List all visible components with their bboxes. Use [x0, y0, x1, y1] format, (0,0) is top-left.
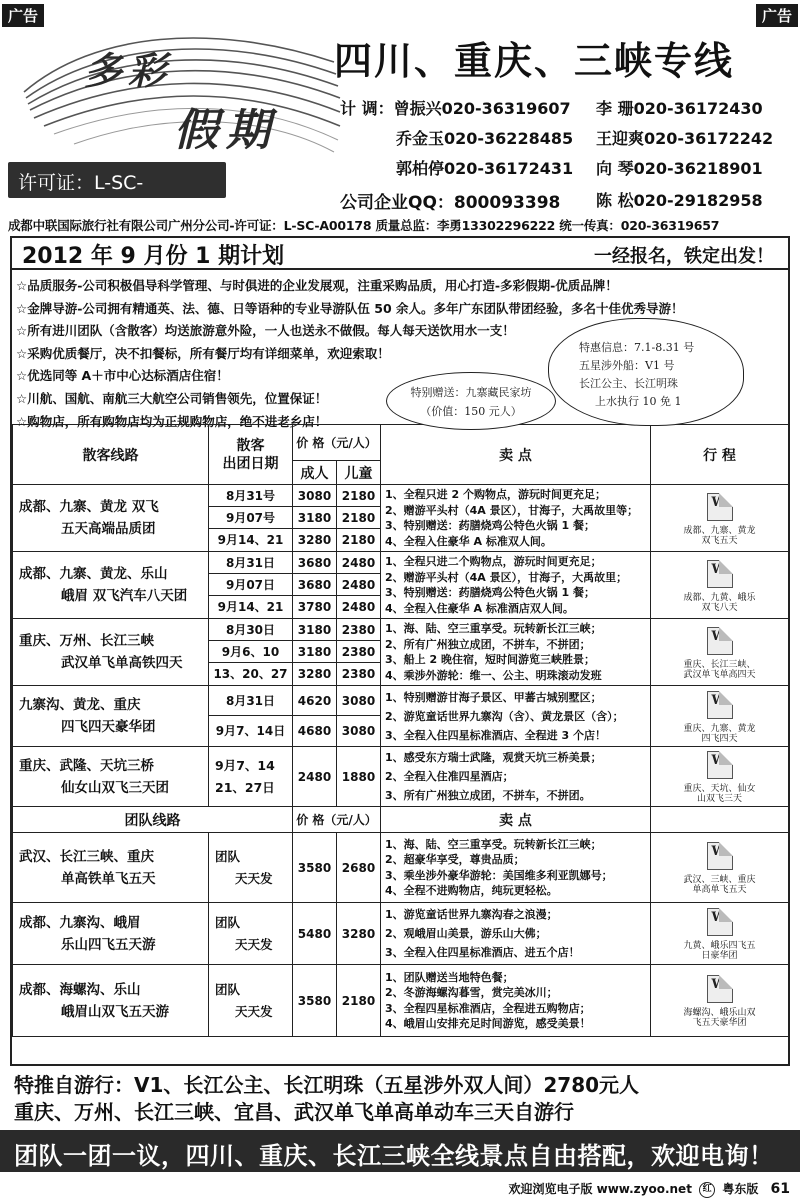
promo-callout: [548, 318, 744, 426]
adult-price: 5480: [293, 903, 337, 965]
table-row: [13, 686, 789, 747]
itinerary-link[interactable]: W 海螺沟、峨乐山双 飞五天豪华团: [651, 965, 789, 1037]
adult-price: 3580: [293, 965, 337, 1037]
selling-points: 1、特别赠游甘海子景区、甲蕃古城别墅区； 2、游览童话世界九寨沟（含）、黄龙景区（含）； 3、全程入住四星标准酒店、全程进 3 个店！: [381, 686, 651, 747]
feature-item: ☆优选同等 A＋市中心达标酒店住宿！: [16, 368, 229, 384]
ad-tag-right: 广告: [756, 4, 798, 27]
word-document-icon: [707, 627, 733, 655]
promo-line: 上水执行 10 免 1: [595, 395, 682, 408]
col-header-dates: 散客 出团日期: [209, 425, 293, 485]
bottom-banner: 团队一团一议，四川、重庆、长江三峡全线景点自由搭配，欢迎电询！: [0, 1130, 800, 1172]
adult-prices: 4620 4680: [293, 686, 337, 747]
self-tour-line-1: 特推自游行：V1、长江公主、长江明珠（五星涉外双人间）2780元人: [14, 1073, 640, 1097]
logo-text-top: 多彩: [84, 48, 173, 93]
gift-callout: [386, 372, 556, 430]
feature-item: ☆所有进川团队（含散客）均送旅游意外险，一人也送永不做假。每人每天送饮用水一支！: [16, 323, 515, 339]
footer-edition: 粤东版: [722, 1182, 759, 1196]
contact-4: 王迎爽020-36172242: [596, 129, 774, 148]
table-row: [13, 965, 789, 1037]
word-document-icon: [707, 908, 733, 936]
newspaper-logo-icon: 红: [699, 1182, 715, 1198]
selling-points: 1、海、陆、空三重享受。玩转新长江三峡； 2、所有广州独立成团，不拼车，不拼团； 3、船上 2 晚住宿，短时间游览三峡胜景； 4、乘涉外游轮：维一、公主、明珠滚动发班: [381, 619, 651, 686]
table-header-row: [13, 425, 789, 461]
promo-line: 长江公主、长江明珠: [579, 377, 678, 390]
promo-line: 特惠信息：7.1-8.31 号: [579, 341, 695, 354]
itinerary-link[interactable]: W 重庆、天坑、仙女 山双飞三天: [651, 747, 789, 807]
page-number: 61: [770, 1181, 790, 1197]
route-name: 重庆、武隆、天坑三桥 仙女山双飞三天团: [13, 747, 209, 807]
self-tour-line-2: 重庆、万州、长江三峡、宜昌、武汉单飞单高单动车三天自游行: [14, 1100, 574, 1124]
feature-item: ☆品质服务-公司积极倡导科学管理、与时俱进的企业发展观，注重采购品质，用心打造-多彩假期-优质品牌！: [16, 278, 618, 293]
route-dates: 8月31日 9月07日 9月14、21: [209, 552, 293, 619]
page-title: 四川、重庆、三峡专线: [334, 39, 735, 83]
adult-price: 3580: [293, 833, 337, 903]
contact-1: 计 调：曾振兴020-36319607: [340, 99, 571, 118]
team-header-row: [13, 807, 789, 833]
word-document-icon: [707, 842, 733, 870]
company-qq: 公司企业QQ：800093398: [340, 193, 561, 213]
feature-item: ☆购物店，所有购物店均为正规购物店，绝不进老乡店！: [16, 413, 328, 429]
contact-6: 向 琴020-36218901: [596, 159, 763, 178]
ad-tag-left: 广告: [2, 4, 44, 27]
feature-item: ☆采购优质餐厅，决不扣餐标，所有餐厅均有详细菜单，欢迎索取！: [16, 345, 390, 361]
child-price: 2180: [337, 965, 381, 1037]
child-price: 3280: [337, 903, 381, 965]
plan-header: [10, 236, 790, 270]
feature-item: ☆金牌导游-公司拥有精通英、法、德、日等语种的专业导游队伍 50 余人。多年广东团队带团经验，多名十佳优秀导游！: [16, 300, 684, 316]
table-row: [13, 833, 789, 903]
route-name: 九寨沟、黄龙、重庆 四飞四天豪华团: [13, 686, 209, 747]
license-number: 许可证：L-SC-A00178: [8, 162, 226, 198]
gift-line: 特别赠送：九寨藏民家坊: [410, 386, 532, 399]
brand-logo: [14, 22, 344, 172]
table-row: [13, 552, 789, 619]
col-header-price: 价 格（元/人）: [293, 425, 381, 461]
col-header-route: 散客线路: [13, 425, 209, 485]
selling-points: 1、游览童话世界九寨沟春之浪漫； 2、观峨眉山美景，游乐山大佛； 3、全程入住四星标准酒店、进五个店！: [381, 903, 651, 965]
feature-item: ☆川航、国航、南航三大航空公司销售领先，位置保证！: [16, 390, 328, 406]
plan-title: 2012 年 9 月份 1 期计划: [22, 244, 285, 269]
itinerary-link[interactable]: W 九黄、峨乐四飞五 日豪华团: [651, 903, 789, 965]
child-price: 2680: [337, 833, 381, 903]
selling-points: 1、海、陆、空三重享受。玩转新长江三峡； 2、超豪华享受，尊贵品质； 3、乘坐涉外豪华游轮：美国维多利亚凯娜号； 4、全程不进购物店，纯玩更轻松。: [381, 833, 651, 903]
route-name: 武汉、长江三峡、重庆 单高铁单飞五天: [13, 833, 209, 903]
promo-line: 五星涉外船：V1 号: [579, 359, 675, 372]
adult-prices: 3680 3680 3780: [293, 552, 337, 619]
contact-5: 郭柏停020-36172431: [396, 159, 574, 178]
company-info-line: 成都中联国际旅行社有限公司广州分公司-许可证：L-SC-A00178 质量总监：李勇13302296222 统一传真：020-36319657: [8, 218, 720, 233]
word-document-icon: [707, 560, 733, 588]
route-name: 成都、九寨、黄龙、乐山 峨眉 双飞汽车八天团: [13, 552, 209, 619]
routes-table: [12, 424, 789, 1037]
contact-3: 乔金玉020-36228485: [396, 129, 574, 148]
table-row: [13, 619, 789, 686]
route-dates: 团队 天天发: [209, 903, 293, 965]
word-document-icon: [707, 493, 733, 521]
child-prices: 3080 3080: [337, 686, 381, 747]
child-prices: 2380 2380 2380: [337, 619, 381, 686]
team-col-price: 价 格（元/人）: [293, 807, 381, 833]
adult-price: 2480: [293, 747, 337, 807]
col-header-child: 儿童: [337, 461, 381, 485]
route-name: 成都、九寨沟、峨眉 乐山四飞五天游: [13, 903, 209, 965]
child-prices: 2480 2480 2480: [337, 552, 381, 619]
selling-points: 1、全程只进 2 个购物点，游玩时间更充足； 2、赠游平头村（4A 景区），甘海子，大禹故里等； 3、特别赠送：药膳烧鸡公特色火锅 1 餐； 4、全程入住豪华 A 标准双人间。: [381, 485, 651, 552]
col-header-adult: 成人: [293, 461, 337, 485]
word-document-icon: [707, 691, 733, 719]
itinerary-link[interactable]: W 重庆、九寨、黄龙 四飞四天: [651, 686, 789, 747]
team-col-itinerary: [651, 807, 789, 833]
route-dates: 8月31号 9月07号 9月14、21: [209, 485, 293, 552]
route-dates: 团队 天天发: [209, 833, 293, 903]
route-dates: 8月30日 9月6、10 13、20、27: [209, 619, 293, 686]
logo-text-bottom: 假期: [174, 105, 278, 156]
route-name: 重庆、万州、长江三峡 武汉单飞单高铁四天: [13, 619, 209, 686]
child-prices: 2180 2180 2180: [337, 485, 381, 552]
word-document-icon: [707, 975, 733, 1003]
adult-prices: 3180 3180 3280: [293, 619, 337, 686]
table-row: [13, 903, 789, 965]
selling-points: 1、团队赠送当地特色餐； 2、冬游海螺沟暮雪，赏完美冰川； 3、全程四星标准酒店，全程进五购物店； 4、峨眉山安排充足时间游览，感受美景！: [381, 965, 651, 1037]
itinerary-link[interactable]: W 重庆、长江三峡、 武汉单飞单高四天: [651, 619, 789, 686]
page-footer: [508, 1180, 790, 1198]
route-name: 成都、海螺沟、乐山 峨眉山双飞五天游: [13, 965, 209, 1037]
itinerary-link[interactable]: W 成都、九黄、峨乐 双飞八天: [651, 552, 789, 619]
route-name: 成都、九寨、黄龙 双飞 五天高端品质团: [13, 485, 209, 552]
adult-prices: 3080 3180 3280: [293, 485, 337, 552]
plan-slogan: 一经报名，铁定出发！: [594, 246, 774, 267]
contact-2: 李 珊020-36172430: [596, 99, 763, 118]
self-tour-promo: [14, 1072, 639, 1126]
selling-points: 1、感受东方瑞士武隆，观赏天坑三桥美景； 2、全程入住准四星酒店； 3、所有广州独立成团，不拼车，不拼团。: [381, 747, 651, 807]
itinerary-link[interactable]: W 武汉、三峡、重庆 单高单飞五天: [651, 833, 789, 903]
col-header-itinerary: 行 程: [651, 425, 789, 485]
footer-text: 欢迎浏览电子版 www.zyoo.net: [508, 1182, 692, 1196]
word-document-icon: [707, 751, 733, 779]
table-row: [13, 485, 789, 552]
contact-7: 陈 松020-29182958: [596, 191, 763, 210]
team-col-route: 团队线路: [13, 807, 293, 833]
route-dates: 8月31日 9月7、14日: [209, 686, 293, 747]
selling-points: 1、全程只进二个购物点，游玩时间更充足； 2、赠游平头村（4A 景区），甘海子，大禹故里； 3、特别赠送：药膳烧鸡公特色火锅 1 餐； 4、全程入住豪华 A 标准酒店双人间。: [381, 552, 651, 619]
route-dates: 9月7、14 21、27日: [209, 747, 293, 807]
route-dates: 团队 天天发: [209, 965, 293, 1037]
gift-value: （价值：150 元人）: [420, 405, 522, 418]
table-row: [13, 747, 789, 807]
col-header-points: 卖 点: [381, 425, 651, 485]
team-col-points: 卖 点: [381, 807, 651, 833]
itinerary-link[interactable]: W 成都、九寨、黄龙 双飞五天: [651, 485, 789, 552]
child-price: 1880: [337, 747, 381, 807]
